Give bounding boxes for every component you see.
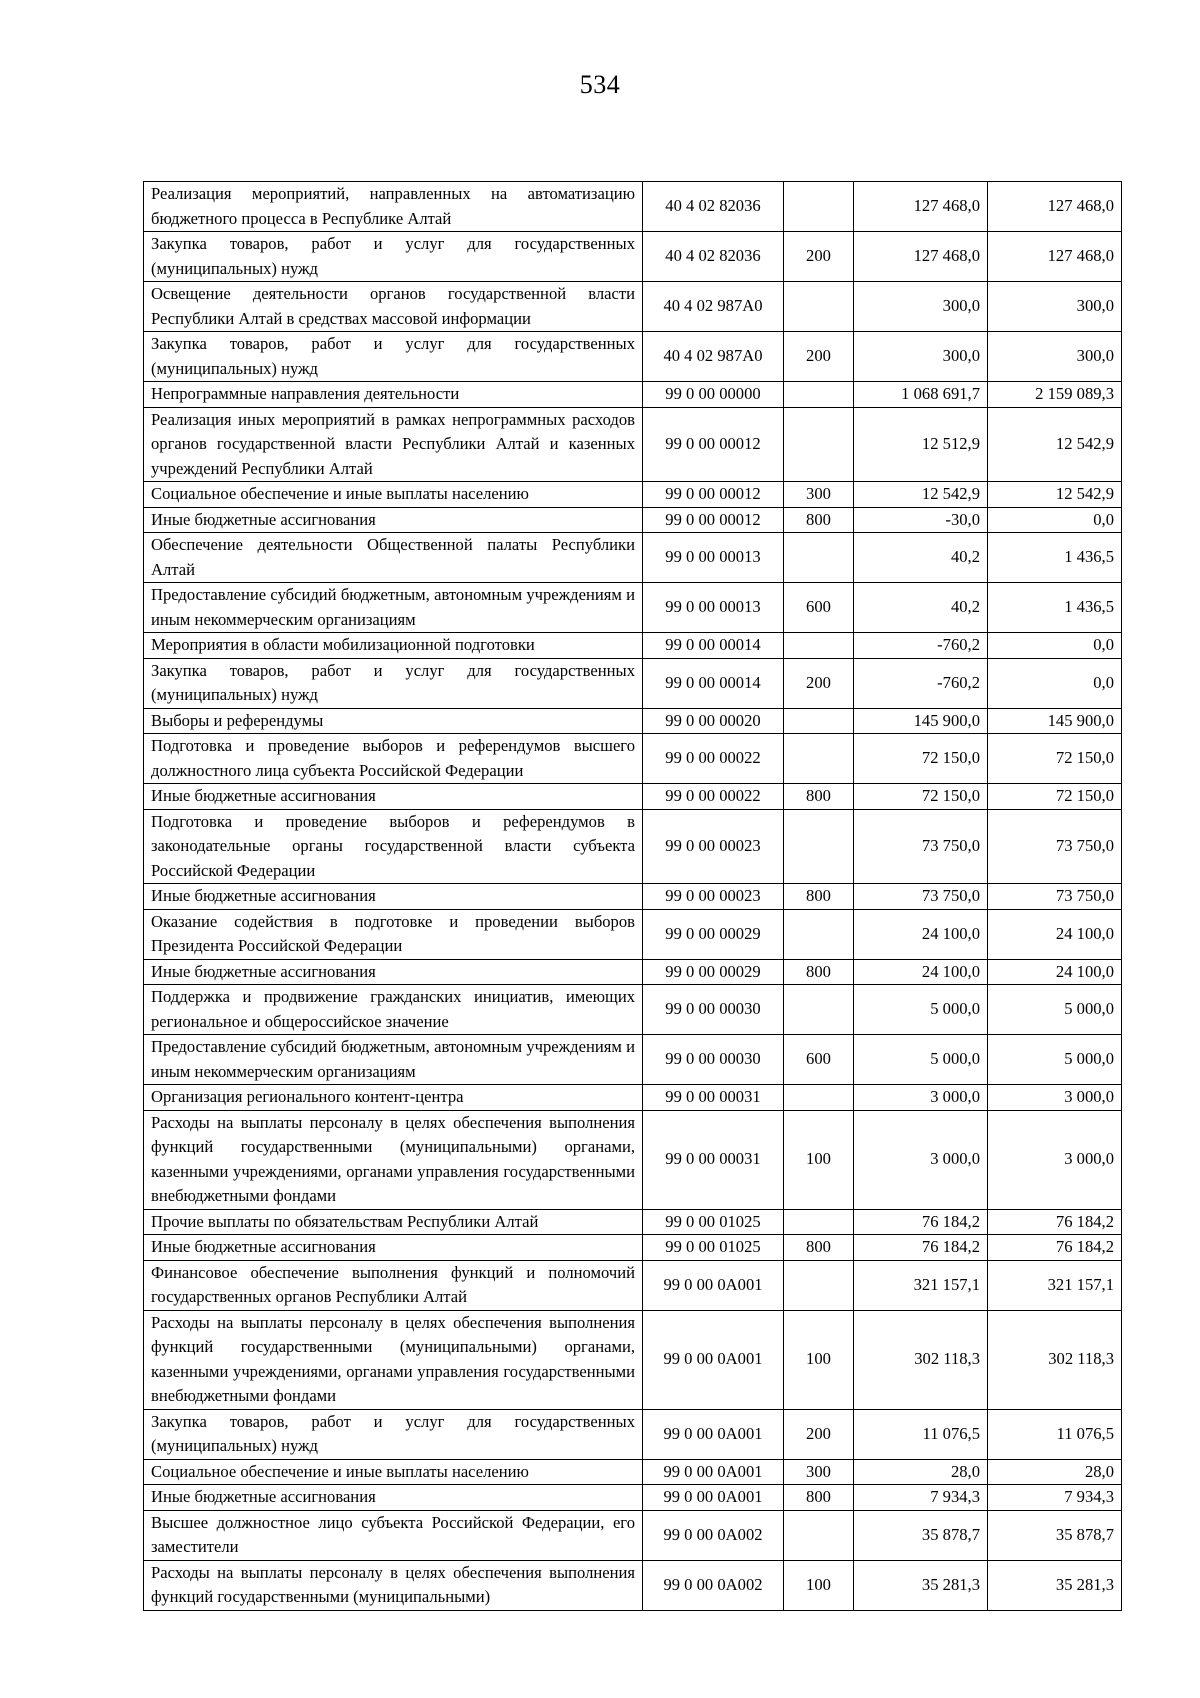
item-name-cell: Подготовка и проведение выборов и референдумов высшего должностного лица субъекта Российской Федерации	[144, 734, 643, 784]
table-row	[144, 708, 1122, 734]
table-row	[144, 1085, 1122, 1111]
table-row	[144, 1409, 1122, 1459]
table-row	[144, 1560, 1122, 1610]
amount-1-cell: 76 184,2	[854, 1209, 988, 1235]
table-row	[144, 1510, 1122, 1560]
page-number: 534	[579, 70, 621, 99]
target-code-cell: 99 0 00 00013	[643, 583, 784, 633]
table-row	[144, 734, 1122, 784]
expense-type-cell	[784, 1260, 854, 1310]
target-code-cell: 99 0 00 00022	[643, 784, 784, 810]
amount-1-cell: 76 184,2	[854, 1235, 988, 1261]
amount-1-cell: 302 118,3	[854, 1310, 988, 1409]
item-name-cell: Мероприятия в области мобилизационной подготовки	[144, 633, 643, 659]
expense-type-cell	[784, 1510, 854, 1560]
expense-type-cell: 600	[784, 583, 854, 633]
item-name-cell: Закупка товаров, работ и услуг для государственных (муниципальных) нужд	[144, 232, 643, 282]
target-code-cell: 99 0 00 0А002	[643, 1560, 784, 1610]
item-name-cell: Прочие выплаты по обязательствам Республики Алтай	[144, 1209, 643, 1235]
expense-type-cell	[784, 282, 854, 332]
table-row	[144, 1485, 1122, 1511]
item-name-cell: Организация регионального контент-центра	[144, 1085, 643, 1111]
amount-2-cell: 28,0	[988, 1459, 1122, 1485]
target-code-cell: 99 0 00 00014	[643, 658, 784, 708]
amount-1-cell: 3 000,0	[854, 1110, 988, 1209]
expense-type-cell: 800	[784, 959, 854, 985]
amount-2-cell: 72 150,0	[988, 734, 1122, 784]
table-row	[144, 583, 1122, 633]
expense-type-cell: 200	[784, 658, 854, 708]
target-code-cell: 99 0 00 00014	[643, 633, 784, 659]
expense-type-cell: 200	[784, 1409, 854, 1459]
target-code-cell: 99 0 00 01025	[643, 1235, 784, 1261]
item-name-cell: Оказание содействия в подготовке и проведении выборов Президента Российской Федерации	[144, 909, 643, 959]
amount-2-cell: 35 878,7	[988, 1510, 1122, 1560]
table-row	[144, 1260, 1122, 1310]
target-code-cell: 40 4 02 987А0	[643, 332, 784, 382]
expense-type-cell: 300	[784, 1459, 854, 1485]
amount-2-cell: 1 436,5	[988, 583, 1122, 633]
target-code-cell: 40 4 02 987А0	[643, 282, 784, 332]
target-code-cell: 99 0 00 00020	[643, 708, 784, 734]
target-code-cell: 99 0 00 00022	[643, 734, 784, 784]
target-code-cell: 99 0 00 00012	[643, 407, 784, 482]
amount-1-cell: -30,0	[854, 507, 988, 533]
amount-2-cell: 76 184,2	[988, 1209, 1122, 1235]
amount-1-cell: 73 750,0	[854, 884, 988, 910]
item-name-cell: Предоставление субсидий бюджетным, автономным учреждениям и иным некоммерческим организациям	[144, 1035, 643, 1085]
amount-2-cell: 3 000,0	[988, 1110, 1122, 1209]
amount-1-cell: 11 076,5	[854, 1409, 988, 1459]
expense-type-cell: 600	[784, 1035, 854, 1085]
amount-1-cell: 40,2	[854, 583, 988, 633]
amount-1-cell: 127 468,0	[854, 232, 988, 282]
target-code-cell: 99 0 00 00030	[643, 1035, 784, 1085]
amount-1-cell: 7 934,3	[854, 1485, 988, 1511]
amount-2-cell: 73 750,0	[988, 884, 1122, 910]
item-name-cell: Предоставление субсидий бюджетным, автономным учреждениям и иным некоммерческим организациям	[144, 583, 643, 633]
item-name-cell: Реализация мероприятий, направленных на автоматизацию бюджетного процесса в Республике Алтай	[144, 182, 643, 232]
target-code-cell: 40 4 02 82036	[643, 232, 784, 282]
table-row	[144, 232, 1122, 282]
amount-2-cell: 145 900,0	[988, 708, 1122, 734]
target-code-cell: 99 0 00 00013	[643, 533, 784, 583]
expense-type-cell: 800	[784, 784, 854, 810]
item-name-cell: Иные бюджетные ассигнования	[144, 784, 643, 810]
expense-type-cell: 100	[784, 1560, 854, 1610]
amount-1-cell: 24 100,0	[854, 909, 988, 959]
target-code-cell: 99 0 00 01025	[643, 1209, 784, 1235]
expense-type-cell	[784, 182, 854, 232]
expense-type-cell	[784, 1209, 854, 1235]
target-code-cell: 99 0 00 00029	[643, 959, 784, 985]
item-name-cell: Иные бюджетные ассигнования	[144, 959, 643, 985]
item-name-cell: Обеспечение деятельности Общественной палаты Республики Алтай	[144, 533, 643, 583]
item-name-cell: Поддержка и продвижение гражданских инициатив, имеющих региональное и общероссийское значение	[144, 985, 643, 1035]
amount-2-cell: 35 281,3	[988, 1560, 1122, 1610]
target-code-cell: 99 0 00 00029	[643, 909, 784, 959]
target-code-cell: 99 0 00 00031	[643, 1110, 784, 1209]
amount-2-cell: 127 468,0	[988, 232, 1122, 282]
amount-2-cell: 24 100,0	[988, 909, 1122, 959]
amount-2-cell: 24 100,0	[988, 959, 1122, 985]
amount-1-cell: 12 512,9	[854, 407, 988, 482]
item-name-cell: Подготовка и проведение выборов и референдумов в законодательные органы государственной власти субъекта Российской Федерации	[144, 809, 643, 884]
amount-1-cell: 321 157,1	[854, 1260, 988, 1310]
table-row	[144, 507, 1122, 533]
target-code-cell: 99 0 00 00023	[643, 809, 784, 884]
target-code-cell: 99 0 00 0А001	[643, 1485, 784, 1511]
expense-type-cell: 200	[784, 332, 854, 382]
item-name-cell: Закупка товаров, работ и услуг для государственных (муниципальных) нужд	[144, 658, 643, 708]
budget-table	[143, 181, 1122, 1611]
budget-table-body	[144, 182, 1122, 1611]
amount-2-cell: 3 000,0	[988, 1085, 1122, 1111]
table-row	[144, 985, 1122, 1035]
amount-2-cell: 76 184,2	[988, 1235, 1122, 1261]
amount-1-cell: -760,2	[854, 658, 988, 708]
expense-type-cell: 200	[784, 232, 854, 282]
item-name-cell: Освещение деятельности органов государственной власти Республики Алтай в средствах массовой информации	[144, 282, 643, 332]
expense-type-cell	[784, 809, 854, 884]
expense-type-cell	[784, 382, 854, 408]
table-row	[144, 182, 1122, 232]
amount-1-cell: 24 100,0	[854, 959, 988, 985]
item-name-cell: Закупка товаров, работ и услуг для государственных (муниципальных) нужд	[144, 1409, 643, 1459]
amount-2-cell: 5 000,0	[988, 985, 1122, 1035]
target-code-cell: 99 0 00 0А002	[643, 1510, 784, 1560]
amount-1-cell: 300,0	[854, 332, 988, 382]
amount-1-cell: 145 900,0	[854, 708, 988, 734]
target-code-cell: 99 0 00 0А001	[643, 1459, 784, 1485]
table-row	[144, 959, 1122, 985]
table-row	[144, 633, 1122, 659]
table-row	[144, 1459, 1122, 1485]
expense-type-cell: 800	[784, 1235, 854, 1261]
amount-2-cell: 300,0	[988, 282, 1122, 332]
table-row	[144, 1110, 1122, 1209]
item-name-cell: Расходы на выплаты персоналу в целях обеспечения выполнения функций государственными (муниципальными) органами, казенными учреждениями, органами управления государственными внебюджетными фондами	[144, 1310, 643, 1409]
table-row	[144, 1209, 1122, 1235]
expense-type-cell: 800	[784, 1485, 854, 1511]
item-name-cell: Иные бюджетные ассигнования	[144, 1235, 643, 1261]
table-row	[144, 1235, 1122, 1261]
amount-1-cell: 28,0	[854, 1459, 988, 1485]
amount-1-cell: 72 150,0	[854, 784, 988, 810]
table-row	[144, 482, 1122, 508]
expense-type-cell	[784, 909, 854, 959]
item-name-cell: Иные бюджетные ассигнования	[144, 884, 643, 910]
expense-type-cell	[784, 407, 854, 482]
expense-type-cell: 100	[784, 1110, 854, 1209]
item-name-cell: Закупка товаров, работ и услуг для государственных (муниципальных) нужд	[144, 332, 643, 382]
amount-2-cell: 321 157,1	[988, 1260, 1122, 1310]
amount-2-cell: 127 468,0	[988, 182, 1122, 232]
expense-type-cell: 800	[784, 507, 854, 533]
expense-type-cell	[784, 1085, 854, 1111]
table-row	[144, 784, 1122, 810]
table-row	[144, 809, 1122, 884]
item-name-cell: Иные бюджетные ассигнования	[144, 1485, 643, 1511]
amount-2-cell: 302 118,3	[988, 1310, 1122, 1409]
table-row	[144, 884, 1122, 910]
amount-2-cell: 11 076,5	[988, 1409, 1122, 1459]
item-name-cell: Финансовое обеспечение выполнения функций и полномочий государственных органов Республики Алтай	[144, 1260, 643, 1310]
table-row	[144, 658, 1122, 708]
amount-1-cell: 35 281,3	[854, 1560, 988, 1610]
target-code-cell: 99 0 00 00000	[643, 382, 784, 408]
amount-2-cell: 1 436,5	[988, 533, 1122, 583]
target-code-cell: 99 0 00 00012	[643, 482, 784, 508]
item-name-cell: Реализация иных мероприятий в рамках непрограммных расходов органов государственной власти Республики Алтай и казенных учреждений Республики Алтай	[144, 407, 643, 482]
amount-2-cell: 5 000,0	[988, 1035, 1122, 1085]
table-row	[144, 382, 1122, 408]
table-row	[144, 407, 1122, 482]
expense-type-cell	[784, 633, 854, 659]
target-code-cell: 99 0 00 00023	[643, 884, 784, 910]
table-row	[144, 533, 1122, 583]
item-name-cell: Иные бюджетные ассигнования	[144, 507, 643, 533]
target-code-cell: 99 0 00 00012	[643, 507, 784, 533]
item-name-cell: Социальное обеспечение и иные выплаты населению	[144, 482, 643, 508]
table-row	[144, 332, 1122, 382]
amount-1-cell: 12 542,9	[854, 482, 988, 508]
amount-2-cell: 72 150,0	[988, 784, 1122, 810]
amount-2-cell: 12 542,9	[988, 482, 1122, 508]
amount-2-cell: 0,0	[988, 633, 1122, 659]
item-name-cell: Выборы и референдумы	[144, 708, 643, 734]
amount-1-cell: 35 878,7	[854, 1510, 988, 1560]
expense-type-cell: 300	[784, 482, 854, 508]
expense-type-cell	[784, 734, 854, 784]
amount-1-cell: 73 750,0	[854, 809, 988, 884]
amount-1-cell: 300,0	[854, 282, 988, 332]
amount-1-cell: 72 150,0	[854, 734, 988, 784]
expense-type-cell: 800	[784, 884, 854, 910]
amount-1-cell: 5 000,0	[854, 1035, 988, 1085]
amount-1-cell: 40,2	[854, 533, 988, 583]
amount-2-cell: 0,0	[988, 507, 1122, 533]
target-code-cell: 99 0 00 0А001	[643, 1310, 784, 1409]
item-name-cell: Высшее должностное лицо субъекта Российской Федерации, его заместители	[144, 1510, 643, 1560]
item-name-cell: Расходы на выплаты персоналу в целях обеспечения выполнения функций государственными (муниципальными) органами, казенными учреждениями, органами управления государственными внебюджетными фондами	[144, 1110, 643, 1209]
target-code-cell: 99 0 00 00031	[643, 1085, 784, 1111]
table-row	[144, 282, 1122, 332]
amount-1-cell: 1 068 691,7	[854, 382, 988, 408]
amount-2-cell: 7 934,3	[988, 1485, 1122, 1511]
table-row	[144, 1035, 1122, 1085]
target-code-cell: 99 0 00 0А001	[643, 1409, 784, 1459]
item-name-cell: Социальное обеспечение и иные выплаты населению	[144, 1459, 643, 1485]
amount-1-cell: 5 000,0	[854, 985, 988, 1035]
item-name-cell: Расходы на выплаты персоналу в целях обеспечения выполнения функций государственными (муниципальными)	[144, 1560, 643, 1610]
item-name-cell: Непрограммные направления деятельности	[144, 382, 643, 408]
table-row	[144, 1310, 1122, 1409]
amount-1-cell: 3 000,0	[854, 1085, 988, 1111]
expense-type-cell	[784, 708, 854, 734]
amount-2-cell: 2 159 089,3	[988, 382, 1122, 408]
target-code-cell: 40 4 02 82036	[643, 182, 784, 232]
table-row	[144, 909, 1122, 959]
expense-type-cell	[784, 985, 854, 1035]
target-code-cell: 99 0 00 00030	[643, 985, 784, 1035]
target-code-cell: 99 0 00 0А001	[643, 1260, 784, 1310]
expense-type-cell: 100	[784, 1310, 854, 1409]
amount-2-cell: 300,0	[988, 332, 1122, 382]
amount-1-cell: -760,2	[854, 633, 988, 659]
amount-2-cell: 0,0	[988, 658, 1122, 708]
amount-2-cell: 73 750,0	[988, 809, 1122, 884]
amount-2-cell: 12 542,9	[988, 407, 1122, 482]
expense-type-cell	[784, 533, 854, 583]
amount-1-cell: 127 468,0	[854, 182, 988, 232]
